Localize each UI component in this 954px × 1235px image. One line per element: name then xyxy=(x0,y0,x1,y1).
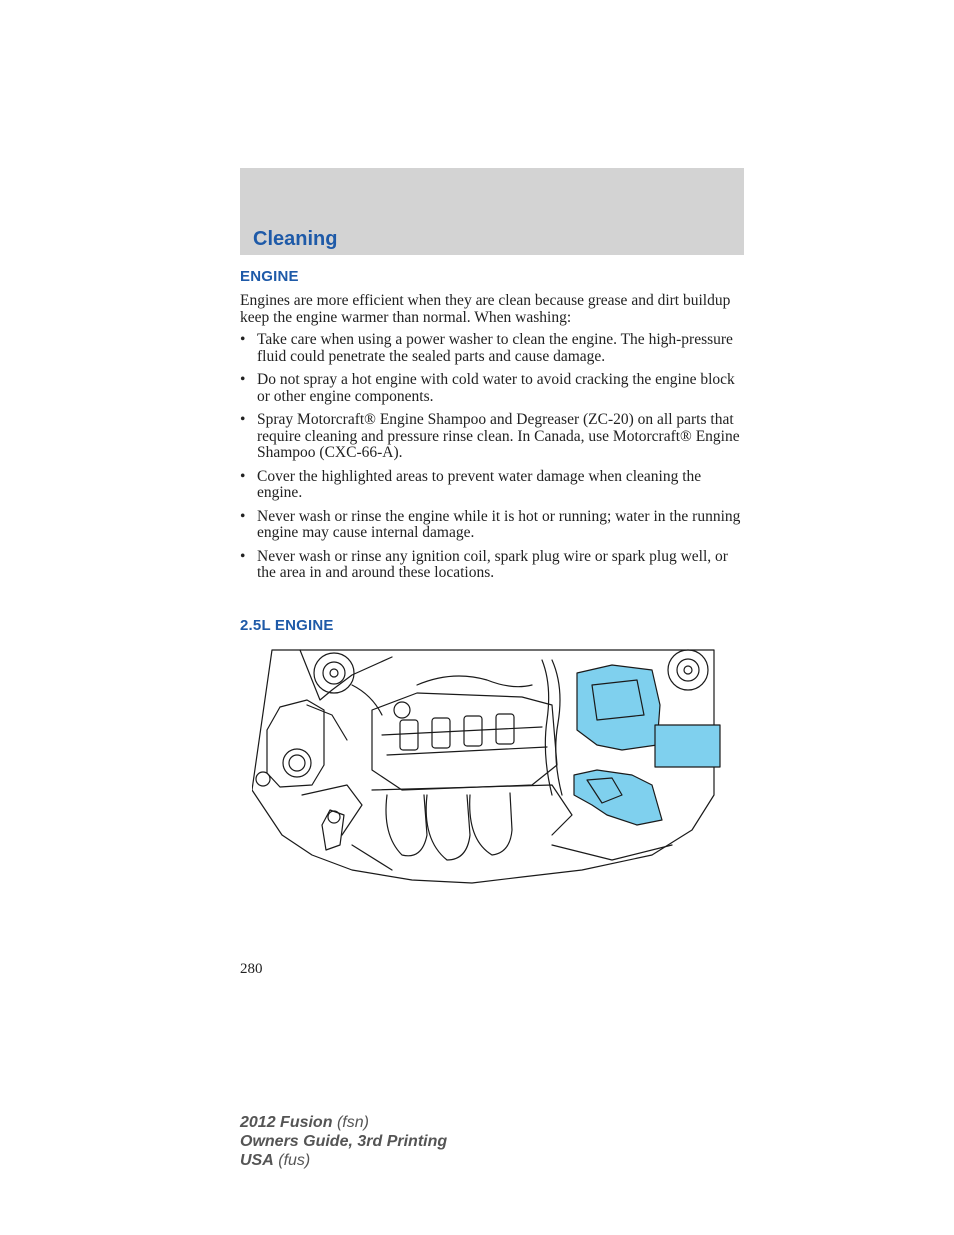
list-item: • Spray Motorcraft® Engine Shampoo and Degreaser (ZC-20) on all parts that require cleaning and pressure rinse clean. In Canada, use Motorcraft® Engine Shampoo (CXC-66-A). xyxy=(240,412,746,462)
footer-model-code: (fsn) xyxy=(336,1114,369,1131)
footer-market-code: (fus) xyxy=(278,1152,311,1169)
engine-heading: ENGINE xyxy=(240,268,299,285)
section-title: Cleaning xyxy=(253,228,338,250)
list-item: • Never wash or rinse the engine while it is hot or running; water in the running engine may cause internal damage. xyxy=(240,509,746,542)
list-item: • Never wash or rinse any ignition coil, spark plug wire or spark plug well, or the area in and around these locations. xyxy=(240,549,746,582)
list-item: • Do not spray a hot engine with cold water to avoid cracking the engine block or other engine components. xyxy=(240,372,746,405)
list-item: • Cover the highlighted areas to prevent water damage when cleaning the engine. xyxy=(240,469,746,502)
list-item: • Take care when using a power washer to clean the engine. The high-pressure fluid could penetrate the sealed parts and cause damage. xyxy=(240,332,746,365)
document-footer xyxy=(240,1113,447,1170)
page-number: 280 xyxy=(240,961,263,977)
footer-edition: Owners Guide, 3rd Printing xyxy=(240,1133,448,1150)
washing-bullet-list xyxy=(240,332,746,589)
engine-line-drawing xyxy=(252,645,724,890)
footer-model: 2012 Fusion xyxy=(240,1114,333,1131)
engine-compartment-illustration xyxy=(252,645,724,890)
footer-market: USA xyxy=(240,1152,274,1169)
engine-intro: Engines are more efficient when they are clean because grease and dirt buildup keep the engine warmer than normal. When washing: xyxy=(240,292,731,326)
engine-25l-heading: 2.5L ENGINE xyxy=(240,617,334,634)
